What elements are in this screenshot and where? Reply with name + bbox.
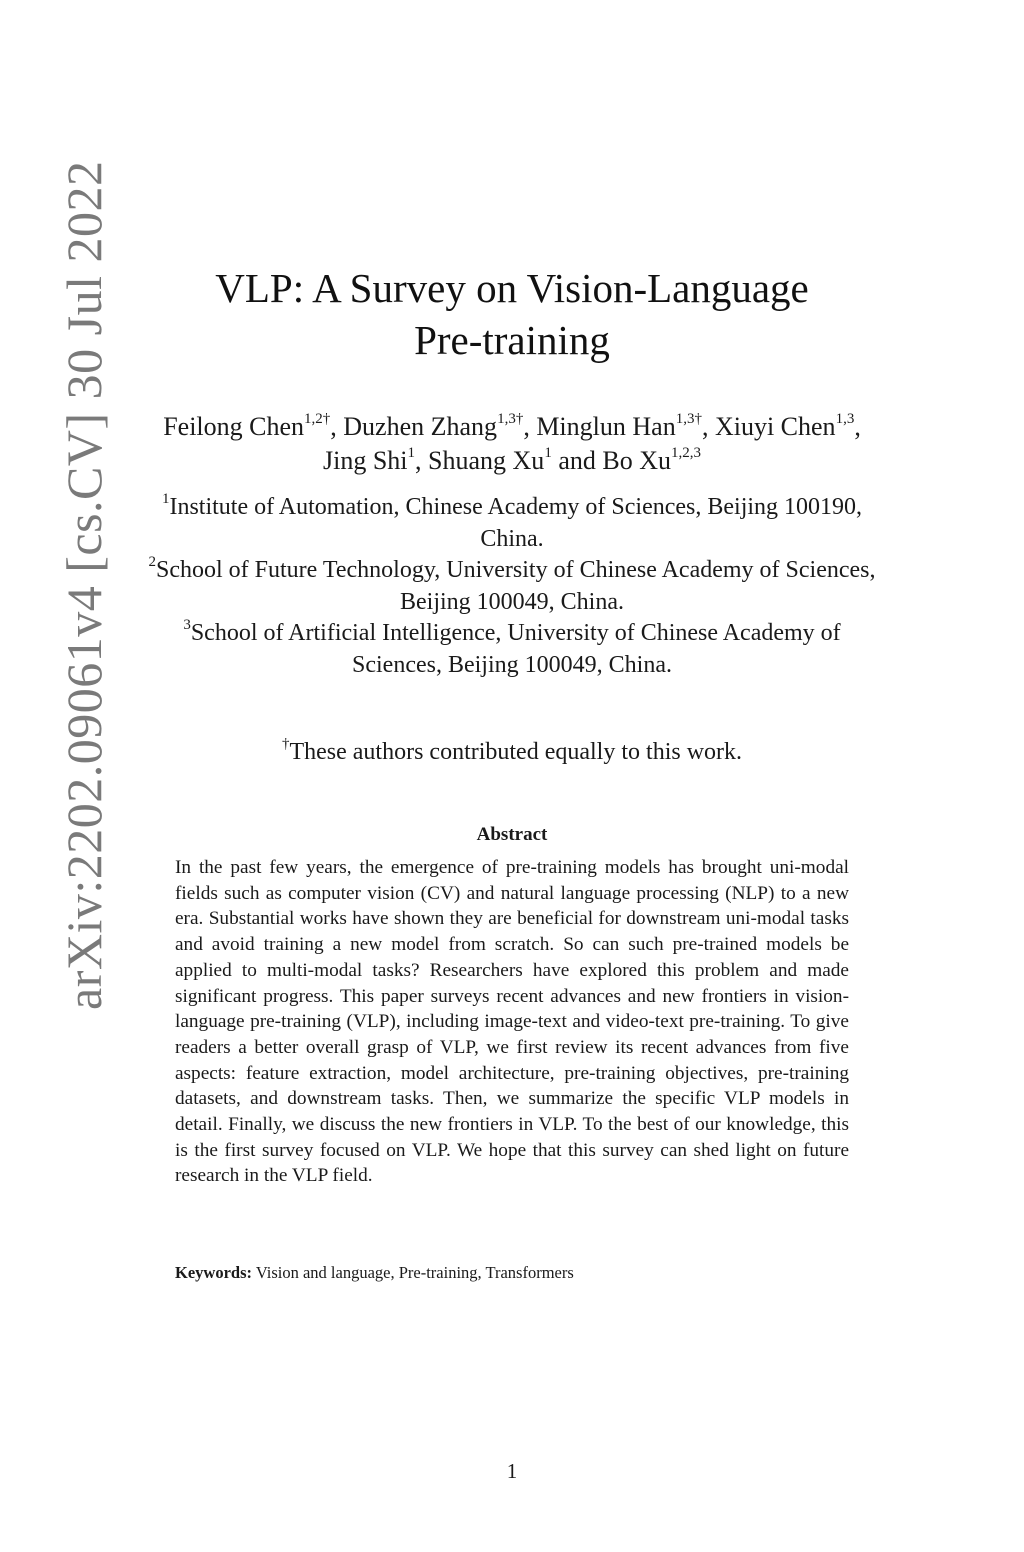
author-separator: , <box>330 412 344 441</box>
author-name: Feilong Chen <box>163 412 305 441</box>
author-separator: , <box>701 412 715 441</box>
affiliation-text: School of Future Technology, University of Chinese Academy of Sciences, Beijing 100049, China. <box>155 557 876 615</box>
affiliation-mark: 2 <box>148 554 156 570</box>
author-name: Shuang Xu <box>428 446 545 475</box>
author-separator: and <box>551 446 603 475</box>
author-affiliation-marks: 1 <box>407 445 416 462</box>
affiliation-2 <box>140 555 884 618</box>
author-name: Bo Xu <box>602 446 671 475</box>
author-name: Jing Shi <box>323 446 408 475</box>
affiliation-list <box>140 492 884 681</box>
author-affiliation-marks: 1 <box>544 445 552 462</box>
author-separator: , <box>415 446 429 475</box>
page-number: 1 <box>506 1459 518 1483</box>
author-list <box>140 410 884 478</box>
keywords-label: Keywords: <box>175 1263 252 1282</box>
author-affiliation-marks: 1,2,3 <box>670 445 701 462</box>
affiliation-mark: 3 <box>183 617 191 633</box>
keywords-text: Vision and language, Pre-training, Transformers <box>255 1263 574 1282</box>
paper-title-line-2: Pre-training <box>414 317 610 363</box>
affiliation-1 <box>140 492 884 555</box>
author-name: Minglun Han <box>536 412 676 441</box>
author-separator: , <box>854 412 861 441</box>
affiliation-mark: 1 <box>161 491 170 507</box>
keywords-line <box>175 1262 849 1284</box>
paper-title-line-1: VLP: A Survey on Vision-Language <box>215 265 809 311</box>
author-name: Duzhen Zhang <box>343 412 498 441</box>
affiliation-text: School of Artificial Intelligence, University of Chinese Academy of Sciences, Beijing 100049, China. <box>190 620 841 678</box>
abstract-body: In the past few years, the emergence of pre-training models has brought uni-modal fields such as computer vision (CV) and natural language processing (NLP) to a new era. Substantial works have shown they are beneficial for downstream uni-modal tasks and avoid training a new model from scratch. So can such pre-trained models be applied to multi-modal tasks? Researchers have explored this problem and made significant progress. This paper surveys recent advances and new frontiers in vision-language pre-training (VLP), including image-text and video-text pre-training. To give readers a better overall grasp of VLP, we first review its recent advances from five aspects: feature extraction, model architecture, pre-training objectives, pre-training datasets, and downstream tasks. Then, we summarize the specific VLP models in detail. Finally, we discuss the new frontiers in VLP. To the best of our knowledge, this is the first survey focused on VLP. We hope that this survey can shed light on future research in the VLP field. <box>175 857 849 1187</box>
author-affiliation-marks: 1,3† <box>497 411 524 428</box>
equal-contribution-text: These authors contributed equally to this work. <box>289 739 743 765</box>
dagger-mark: † <box>281 736 290 752</box>
author-affiliation-marks: 1,3† <box>675 411 702 428</box>
author-affiliation-marks: 1,2† <box>304 411 331 428</box>
equal-contribution-note <box>140 736 884 768</box>
affiliation-text: Institute of Automation, Chinese Academy of Sciences, Beijing 100190, China. <box>169 494 863 552</box>
paper-title <box>150 262 874 366</box>
author-separator: , <box>523 412 537 441</box>
affiliation-3 <box>140 618 884 681</box>
author-name: Xiuyi Chen <box>714 412 836 441</box>
arxiv-identifier-stamp: arXiv:2202.09061v4 [cs.CV] 30 Jul 2022 <box>56 160 112 1010</box>
author-affiliation-marks: 1,3 <box>835 411 855 428</box>
abstract-heading: Abstract <box>476 824 548 845</box>
